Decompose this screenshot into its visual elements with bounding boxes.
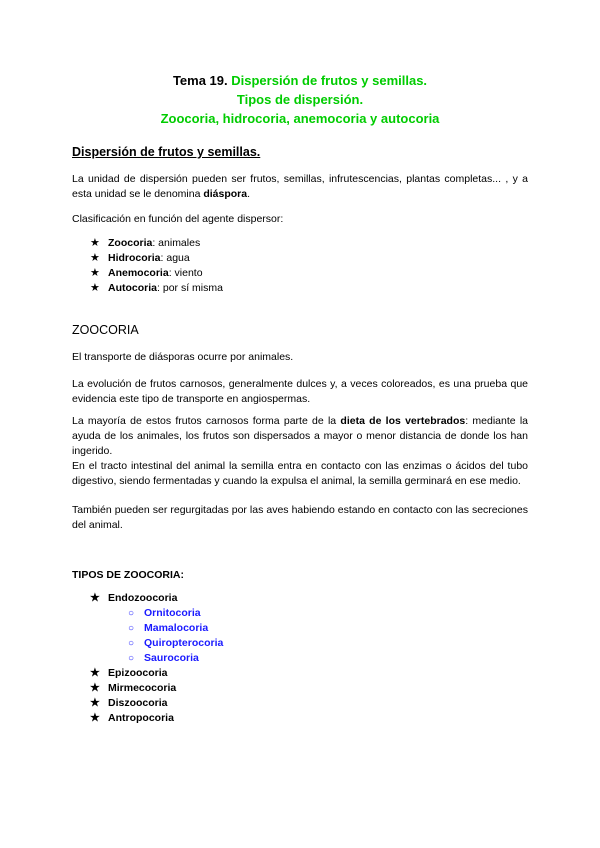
list-item — [90, 711, 223, 726]
sub-term: Saurocoria — [144, 652, 199, 664]
list-item — [90, 281, 223, 296]
list-item — [90, 681, 223, 696]
section-heading-dispersion: Dispersión de frutos y semillas. — [72, 145, 261, 159]
list-item — [90, 696, 223, 711]
para-text: La unidad de dispersión pueden ser frutos, semillas, infrutescencias, plantas completas... , y a esta unidad se le denomina — [72, 173, 528, 200]
star-bullet-icon: ★ — [90, 592, 100, 604]
tipos-list — [90, 591, 223, 726]
list-term: Autocoria — [108, 282, 158, 294]
document-title — [0, 71, 600, 128]
section-heading-tipos: TIPOS DE ZOOCORIA: — [72, 569, 185, 581]
title-line-2: Tipos de dispersión. — [236, 92, 364, 107]
star-bullet-icon: ★ — [90, 252, 100, 264]
sub-term: Ornitocoria — [144, 607, 201, 619]
paragraph-zoocoria-5: También pueden ser regurgitadas por las aves habiendo estando en contacto con las secreciones del animal. — [72, 504, 528, 531]
title-line-1 — [0, 71, 600, 90]
paragraph-zoocoria-3 — [72, 414, 528, 459]
sub-list-item — [90, 621, 223, 636]
paragraph-zoocoria-1: El transporte de diásporas ocurre por animales. — [72, 351, 294, 363]
paragraph-diaspora — [72, 172, 528, 202]
list-desc: : viento — [168, 267, 203, 279]
star-bullet-icon: ★ — [90, 237, 100, 249]
circle-bullet-icon: ○ — [128, 638, 135, 649]
sub-term: Mamalocoria — [144, 622, 209, 634]
sub-list-item — [90, 636, 223, 651]
list-term: Anemocoria — [108, 267, 169, 279]
list-item — [90, 236, 223, 251]
list-term: Antropocoria — [108, 712, 174, 724]
list-desc: : agua — [160, 252, 190, 264]
term-diaspora: diáspora — [203, 188, 248, 200]
list-term: Diszoocoria — [108, 697, 168, 709]
sub-term: Quiropterocoria — [144, 637, 224, 649]
title-topic: Dispersión de frutos y semillas. — [231, 73, 428, 88]
para-text: . — [247, 188, 251, 200]
sub-list-item — [90, 606, 223, 621]
title-prefix: Tema 19. — [172, 73, 228, 88]
paragraph-clasificacion: Clasificación en función del agente dispersor: — [72, 213, 284, 225]
circle-bullet-icon: ○ — [128, 623, 135, 634]
sub-list-item — [90, 651, 223, 666]
para-text: La mayoría de estos frutos carnosos forma parte de la — [72, 415, 341, 427]
list-desc: : animales — [152, 237, 201, 249]
list-item — [90, 266, 223, 281]
star-bullet-icon: ★ — [90, 667, 100, 679]
term-dieta: dieta de los vertebrados — [340, 415, 466, 427]
list-term: Zoocoria — [108, 237, 153, 249]
title-line-3: Zoocoria, hidrocoria, anemocoria y autocoria — [160, 111, 440, 126]
para-text: : mediante la ayuda de los animales, los frutos son dispersados a mayor o menor distancia de donde los han ingerido. — [72, 415, 529, 457]
section-heading-zoocoria: ZOOCORIA — [72, 323, 139, 337]
star-bullet-icon: ★ — [90, 712, 100, 724]
circle-bullet-icon: ○ — [128, 608, 135, 619]
list-term: Epizoocoria — [108, 667, 168, 679]
list-item — [90, 666, 223, 681]
star-bullet-icon: ★ — [90, 267, 100, 279]
agent-list — [90, 236, 223, 296]
list-item — [90, 591, 223, 606]
list-item — [90, 251, 223, 266]
list-desc: : por sí misma — [157, 282, 223, 294]
list-term: Endozoocoria — [108, 592, 178, 604]
list-term: Mirmecocoria — [108, 682, 177, 694]
star-bullet-icon: ★ — [90, 682, 100, 694]
list-term: Hidrocoria — [108, 252, 161, 264]
star-bullet-icon: ★ — [90, 282, 100, 294]
star-bullet-icon: ★ — [90, 697, 100, 709]
paragraph-zoocoria-4: En el tracto intestinal del animal la semilla entra en contacto con las enzimas o ácidos del tubo digestivo, siendo fermentadas y cuando la expulsa el animal, la semilla germinará en ese medio. — [72, 460, 528, 487]
circle-bullet-icon: ○ — [128, 653, 135, 664]
paragraph-zoocoria-2: La evolución de frutos carnosos, generalmente dulces y, a veces coloreados, es una prueba que evidencia este tipo de transporte en angiospermas. — [72, 378, 528, 405]
